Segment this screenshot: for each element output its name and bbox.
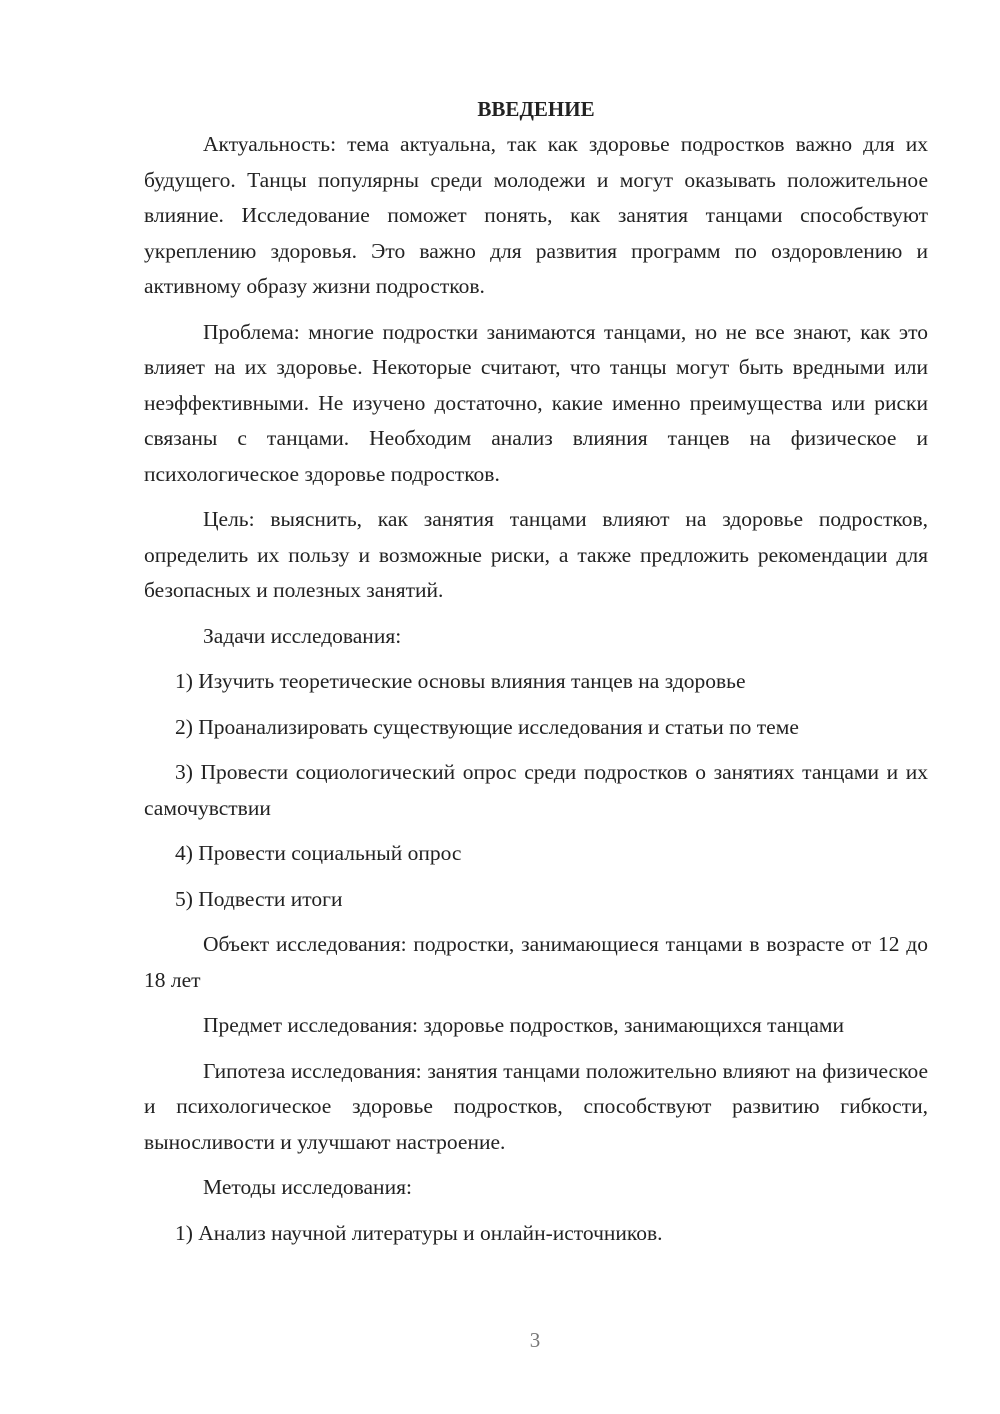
paragraph-hypothesis: Гипотеза исследования: занятия танцами положительно влияют на физическое и психологическое здоровье подростков, способствуют развитию гибкости, выносливости и улучшают настроение. (144, 1058, 928, 1154)
task-item-4: 4) Провести социальный опрос (175, 841, 462, 865)
paragraph-relevance: Актуальность: тема актуальна, так как здоровье подростков важно для их будущего. Танцы популярны среди молодежи и могут оказывать положительное влияние. Исследование поможет понять, как занятия танцами способствуют укреплению здоровья. Это важно для развития программ по оздоровлению и активному образу жизни подростков. (144, 132, 928, 298)
document-page (144, 94, 928, 1261)
tasks-heading: Задачи исследования: (203, 623, 402, 648)
paragraph-goal: Цель: выяснить, как занятия танцами влияют на здоровье подростков, определить их пользу и возможные риски, а также предложить рекомендации для безопасных и полезных занятий. (144, 507, 928, 602)
section-title: ВВЕДЕНИЕ (477, 97, 595, 121)
task-item-1: 1) Изучить теоретические основы влияния танцев на здоровье (175, 669, 746, 693)
methods-heading: Методы исследования: (203, 1175, 412, 1199)
paragraph-object: Объект исследования: подростки, занимающиеся танцами в возрасте от 12 до 18 лет (144, 932, 928, 992)
task-item-2: 2) Проанализировать существующие исследования и статьи по теме (175, 714, 799, 739)
page-number: 3 (529, 1328, 541, 1352)
method-item-1: 1) Анализ научной литературы и онлайн-источников. (175, 1220, 663, 1245)
paragraph-problem: Проблема: многие подростки занимаются танцами, но не все знают, как это влияет на их здоровье. Некоторые считают, что танцы могут быть вредными или неэффективными. Не изучено достаточно, какие именно преимущества или риски связаны с танцами. Необходим анализ влияния танцев на физическое и психологическое здоровье подростков. (144, 319, 928, 486)
paragraph-subject: Предмет исследования: здоровье подростков, занимающихся танцами (203, 1013, 845, 1037)
task-item-5: 5) Подвести итоги (175, 886, 343, 911)
task-item-3: 3) Провести социологический опрос среди подростков о занятиях танцами и их самочувствии (144, 760, 928, 820)
